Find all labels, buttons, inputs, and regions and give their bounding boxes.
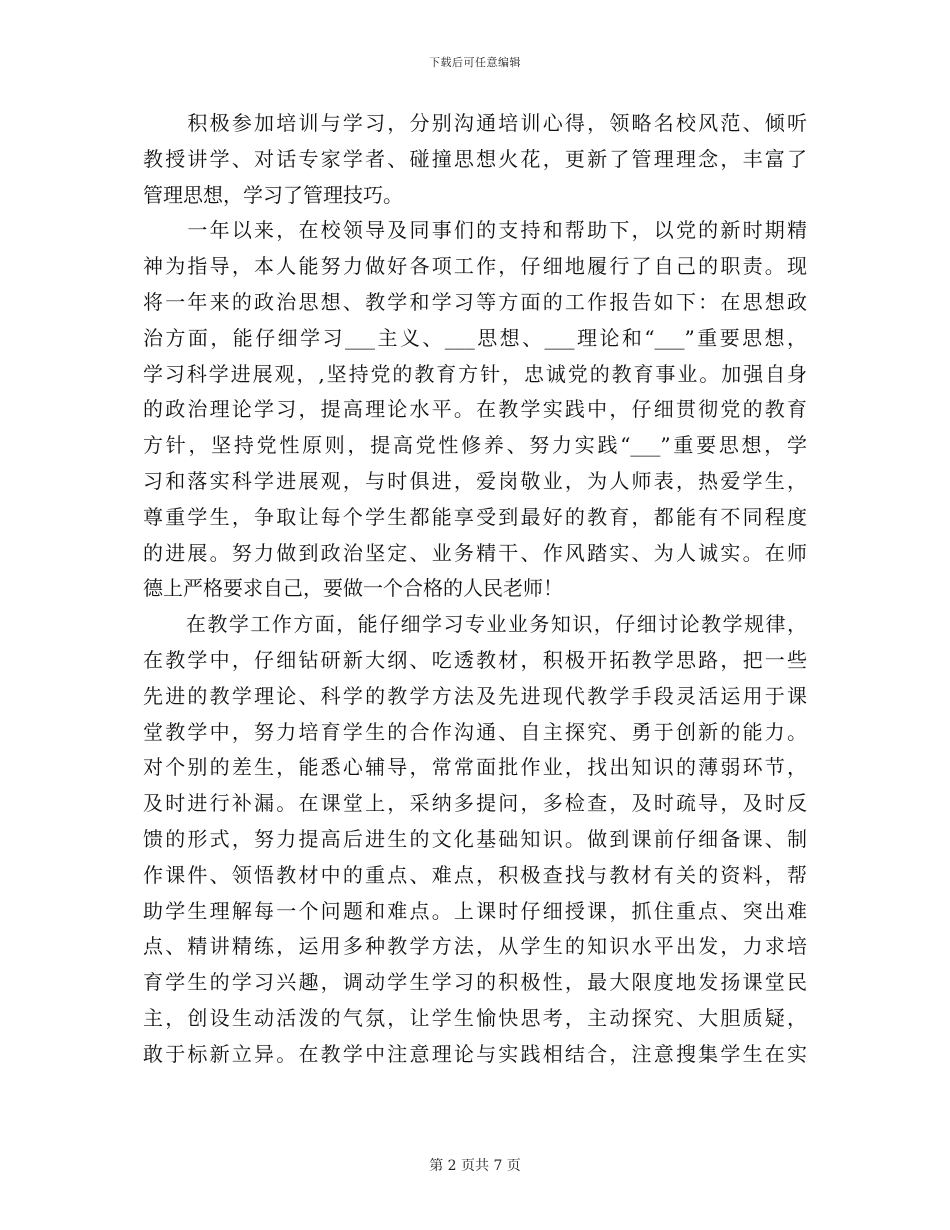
- text-line: 管理思想，学习了管理技巧。: [143, 182, 403, 207]
- text-line: 助学生理解每一个问题和难点。上课时仔细授课，抓住重点、突出难: [143, 898, 807, 923]
- text-line: 德上严格要求自己，要做一个合格的人民老师！: [143, 576, 563, 601]
- text-line: 方针，坚持党性原则，提高党性修养、努力实践“___”重要思想，学: [143, 433, 807, 458]
- text-line: 敢于标新立异。在教学中注意理论与实践相结合，注意搜集学生在实: [143, 1041, 807, 1066]
- text-line: 的政治理论学习，提高理论水平。在教学实践中，仔细贯彻党的教育: [143, 397, 807, 422]
- text-line: 积极参加培训与学习，分别沟通培训心得，领略名校风范、倾听: [143, 111, 807, 135]
- text-line: 习和落实科学进展观，与时俱进，爱岗敬业，为人师表，热爱学生，: [143, 468, 807, 493]
- text-line: 在教学工作方面，能仔细学习专业业务知识，仔细讨论教学规律，: [143, 612, 807, 637]
- text-line: 点、精讲精练，运用多种教学方法，从学生的知识水平出发，力求培: [143, 934, 807, 959]
- page-number-footer: 第 2 页共 7 页: [429, 1158, 521, 1174]
- text-line: 将一年来的政治思想、教学和学习等方面的工作报告如下：在思想政: [143, 289, 807, 314]
- page-header: 下载后可任意编辑: [429, 56, 521, 69]
- text-line: 教授讲学、对话专家学者、碰撞思想火花，更新了管理理念，丰富了: [143, 146, 807, 171]
- text-line: 作课件、领悟教材中的重点、难点，积极查找与教材有关的资料，帮: [143, 862, 807, 887]
- text-line: 对个别的差生，能悉心辅导，常常面批作业，找出知识的薄弱环节，: [143, 755, 807, 780]
- text-line: 先进的教学理论、科学的教学方法及先进现代教学手段灵活运用于课: [143, 683, 807, 708]
- text-line: 及时进行补漏。在课堂上，采纳多提问，多检查，及时疏导，及时反: [143, 791, 807, 816]
- text-line: 神为指导，本人能努力做好各项工作，仔细地履行了自己的职责。现: [143, 254, 807, 279]
- text-line: 一年以来，在校领导及同事们的支持和帮助下，以党的新时期精: [143, 218, 807, 243]
- text-line: 学习科学进展观，,坚持党的教育方针，忠诚党的教育事业。加强自身: [143, 361, 807, 386]
- text-line: 在教学中，仔细钻研新大纲、吃透教材，积极开拓教学思路，把一些: [143, 647, 807, 672]
- text-line: 的进展。努力做到政治坚定、业务精干、作风踏实、为人诚实。在师: [143, 540, 807, 565]
- text-line: 主，创设生动活泼的气氛，让学生愉快思考，主动探究、大胆质疑，: [143, 1005, 807, 1030]
- text-line: 尊重学生，争取让每个学生都能享受到最好的教育，都能有不同程度: [143, 504, 807, 529]
- text-line: 治方面，能仔细学习___主义、___思想、___理论和“___”重要思想，: [143, 325, 807, 350]
- text-line: 堂教学中，努力培育学生的合作沟通、自主探究、勇于创新的能力。: [143, 719, 807, 744]
- document-body: [143, 106, 807, 1073]
- text-line: 馈的形式，努力提高后进生的文化基础知识。做到课前仔细备课、制: [143, 826, 807, 851]
- text-line: 育学生的学习兴趣，调动学生学习的积极性，最大限度地发扬课堂民: [143, 970, 807, 995]
